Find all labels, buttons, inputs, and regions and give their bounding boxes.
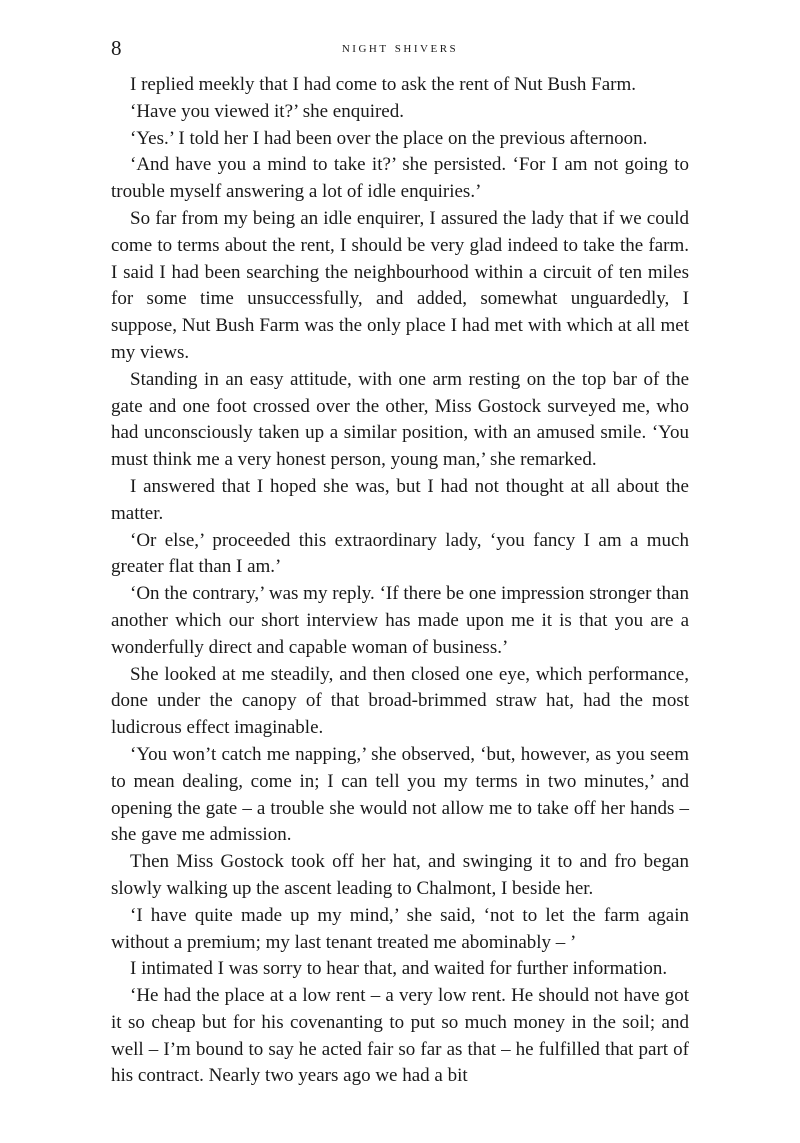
paragraph: ‘He had the place at a low rent – a very low rent. He should not have got it so cheap but for his covenanting to put so much money in the soil; and well – I’m bound to say he acted fair so far as that – he fulfilled that part of his contract. Nearly two years ago we had a bit	[111, 985, 689, 1087]
body-text	[111, 72, 689, 1090]
paragraph: ‘And have you a mind to take it?’ she persisted. ‘For I am not going to trouble myself answering a lot of idle enquiries.’	[111, 154, 689, 203]
paragraph: ‘On the contrary,’ was my reply. ‘If there be one impression stronger than another which our short interview has made upon me it is that you are a wonderfully direct and capable woman of business.’	[111, 583, 689, 658]
paragraph: I intimated I was sorry to hear that, and waited for further information.	[130, 958, 668, 980]
paragraph: Then Miss Gostock took off her hat, and swinging it to and fro began slowly walking up the ascent leading to Chalmont, I beside her.	[111, 851, 689, 899]
paragraph: So far from my being an idle enquirer, I assured the lady that if we could come to terms about the rent, I should be very glad indeed to take the farm. I said I had been searching the neighbourhood within a circuit of ten miles for some time unsuccessfully, and added, somewhat unguardedly, I suppose, Nut Bush Farm was the only place I had met with which at all met my views.	[111, 207, 689, 363]
paragraph: ‘Yes.’ I told her I had been over the place on the previous afternoon.	[130, 127, 648, 149]
page-number: 8	[111, 36, 122, 60]
paragraph: Standing in an easy attitude, with one arm resting on the top bar of the gate and one foot crossed over the other, Miss Gostock surveyed me, who had unconsciously taken up a similar position, with an amused smile. ‘You must think me a very honest person, young man,’ she remarked.	[111, 368, 689, 471]
paragraph: She looked at me steadily, and then closed one eye, which performance, done under the canopy of that broad-brimmed straw hat, had the most ludicrous effect imaginable.	[111, 663, 689, 739]
paragraph: ‘Or else,’ proceeded this extraordinary lady, ‘you fancy I am a much greater flat than I am.’	[111, 529, 689, 578]
running-head	[111, 30, 689, 62]
book-page	[111, 30, 689, 1090]
paragraph: ‘Have you viewed it?’ she enquired.	[130, 100, 404, 122]
paragraph: I answered that I hoped she was, but I had not thought at all about the matter.	[111, 475, 689, 524]
running-title: night shivers	[341, 40, 459, 56]
paragraph: ‘I have quite made up my mind,’ she said, ‘not to let the farm again without a premium; my last tenant treated me abominably – ’	[111, 904, 689, 953]
paragraph: ‘You won’t catch me napping,’ she observed, ‘but, however, as you seem to mean dealing, come in; I can tell you my terms in two minutes,’ and opening the gate – a trouble she would not allow me to take off her hands – she gave me admission.	[111, 743, 689, 846]
paragraph: I replied meekly that I had come to ask the rent of Nut Bush Farm.	[130, 74, 637, 95]
